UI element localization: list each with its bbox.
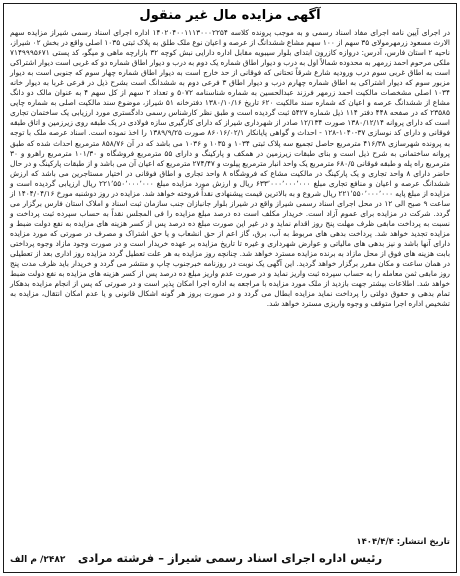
notice-footer — [10, 536, 450, 570]
notice-body: در اجرای آیین نامه اجرای مفاد اسناد رسمی و به موجب پرونده کلاسه ۱۴۰۲۰۴۰۰۱۱۱۳۰۰۰۲۲۵۴ اداره اجرای اسناد رسمی شیراز مزایده سهم الارث مسعود زرمهرمولای ۳۵ سهم از ۱۰۰ سهم مشاع ششدانگ از عرصه و اعیان نوع ملک طلق به پلاک ثبتی ۱۰۳۵ اصلی واقع در بخش ۰۲ شیراز، ناحیه ۲ استان فارس، آدرس: دروازه کازرون ابتدای بلوار سیبویه مقابل اداره دارایی نبش کوچه ۳۲ بازارچه ماهی و میگو، کد پستی ۷۱۴۹۹۹۵۶۷۱ ملکی مرحوم احمد زرمهر به محدوده شمالاً اول به درب و دیوار اطاق شماره یک دوم به درب و دیوار اطاق شماره دو که غربی است دیوار اشتراکی است به اطاق غربی سوم درب ورودیه شارع شرقاً تحتانی که فوقانی از حد خارج است به دیوار اطاق شماره چهار سوم که جنوبی است به دیوار مزبور سوم که دیوار اشتراکی به اطاق شماره چهارم درب و دیوار اطاق ۳ فرعی دوم به ششدانگ است بشرح ذیل در فرعی غربا به دیوار خانه ۱۰۳۴ اصلی مشخصات مالکیت احمد زرمهر فرزند عبدالحسین به شماره شناسنامه ۵۰۷۲ و تعداد ۲ سهم از کل سهم ۴ به عنوان مالک دو دانگ مشاع از ششدانگ عرصه و اعیان که شماره سند مالکیت ۶۲۰ تاریخ ۱۳۸۰/۱۰/۱۶ دفترخانه ۵۱ شیراز، موضوع سند مالکیت اصلی به شماره چاپی ۲۳۵۸۵ که در صفحه ۴۴۸ دفتر ۱۱۴ ذیل شماره ۵۴۲۷ ثبت گردیده است و طبق نظر کارشناس رسمی دادگستری مورد ارزیابی یک ساختمان تجاری است که دارای پروانه ۱۳۸۰/۱۲/۱۴ صورت ۱۲/۱۳۴ صادر از شهرداری شیراز که دارای کارگیری سازه فولادی در یک طبقه روی زیرزمین و اتاق طبقه فوقانی و دارای کد نوسازی ۳۷-۱۰۴۰-۱۲۸ - احداث و گواهی پایانکار ۸۶۰۱۶/۰۲/۱ صورت ۱۳۸۹/۹/۲۵ را اخذ نموده است. اسناد عرصه ملک با توجه به پرونده شهرسازی ۴۱۶/۳۸ مترمربع حاصل تجمیع سه پلاک ثبتی ۱۰۳۴ و ۱۰۳۵ و ۱۰۳۶ می باشد که در آن ۸۵۸/۷۶ مترمربع احداث شده که طبق پروانه ساختمانی به شرح ذیل است و بنای طبقات زیرزمین در همکف و پارکینگ و دارای ۵۵ مترمربع فروشگاه و ۱۰۱/۳۰ مترمربع راهرو و ۳۰ مترمربع راه پله و طبقه فوقانی ۶۸۰/۵ مترمربع یک واحد انبار مترمربع پیلوت و ۲۷۴/۴۷ مترمربع که اعیان آن می باشد و از طبقات پارکینگ و در حال حاضر دارای ۸ واحد تجاری و یک پارکینگ در مالکیت مشاع که فروشگاه ۸ واحد تجاری و اطاق فوقانی در اختیار مستاجرین می باشد که ارزش ششدانگ عرصه و اعیان و منافع تجاری مبلغ ۶۳۳٬۰۰۰٬۰۰۰٬۰۰۰ ریال و ارزش مورد مزایده مبلغ ۲۲۱٬۵۵۰٬۰۰۰٬۰۰۰ ریال ارزیابی گردیده است و مزایده از مبلغ پایه ۲۲۱٬۵۵۰٬۰۰۰٬۰۰۰ ریال شروع و به بالاترین قیمت پیشنهادی نقداً فروخته خواهد شد. مزایده در روز دوشنبه مورخ ۱۴۰۴/۰۴/۱۶ از ساعت ۹ صبح الی ۱۲ در محل اجرای اسناد رسمی شیراز واقع در شیراز بلوار جانبازان جنب سازمان ثبت اسناد و املاک استان فارس برگزار می گردد. شرکت در مزایده برای عموم آزاد است. خریدار مکلف است ده درصد مبلغ مزایده را فی المجلس نقداً به حساب سپرده ثبت پرداخت و نسبت به پرداخت مابقی ظرف مهلت پنج روز اقدام نماید و در غیر این صورت مبلغ ده درصد پس از کسر هزینه های مزایده به نفع دولت ضبط و مزایده تجدید خواهد شد. پرداخت بدهی های مربوط به آب، برق، گاز اعم از حق انشعاب و یا حق اشتراک و مصرف در صورتی که مورد مزایده دارای آنها باشد و نیز بدهی های مالیاتی و عوارض شهرداری و غیره تا تاریخ مزایده بر عهده خریدار است و در صورت وجود مازاد وجوه پرداختی بابت هزینه های فوق از محل مازاد به برنده مزایده مسترد خواهد شد. چنانچه روز مزایده به هر علت تعطیل گردد مزایده روز اداری بعد از تعطیلی در همان ساعت و مکان مقرر برگزار خواهد گردید. این آگهی یک نوبت در روزنامه خبرجنوب چاپ و منتشر می گردد و خریدار باید ظرف مدت پنج روز مابقی ثمن معامله را به حساب سپرده ثبت واریز نماید و در صورت عدم واریز مبلغ ده درصد پس از کسر هزینه های مزایده به نفع دولت ضبط خواهد شد. اطلاعات بیشتر جهت بازدید از ملک مورد مزایده با مراجعه به اداره اجرا امکان پذیر است و در صورتی که پس از انجام مزایده بدهکار تمام بدهی و حقوق دولتی را پرداخت نماید مزایده ابطال می گردد و در صورت بروز هر گونه اشکال قانونی و یا عدم امکان انتقال، مزایده به تشخیص اداره اجرا متوقف و وجوه واریزی مسترد خواهد شد. — [10, 28, 451, 309]
signature-line: رئیس اداره اجرای اسناد رسمی شیراز – فرشته مرادی — [77, 551, 383, 565]
notice-code: ۲۴۸۲/ م الف — [10, 555, 66, 565]
notice-title: آگهی مزایده مال غیر منقول — [139, 8, 321, 23]
publication-date: تاریخ انتشار: ۱۴۰۴/۴/۴ — [356, 537, 450, 547]
